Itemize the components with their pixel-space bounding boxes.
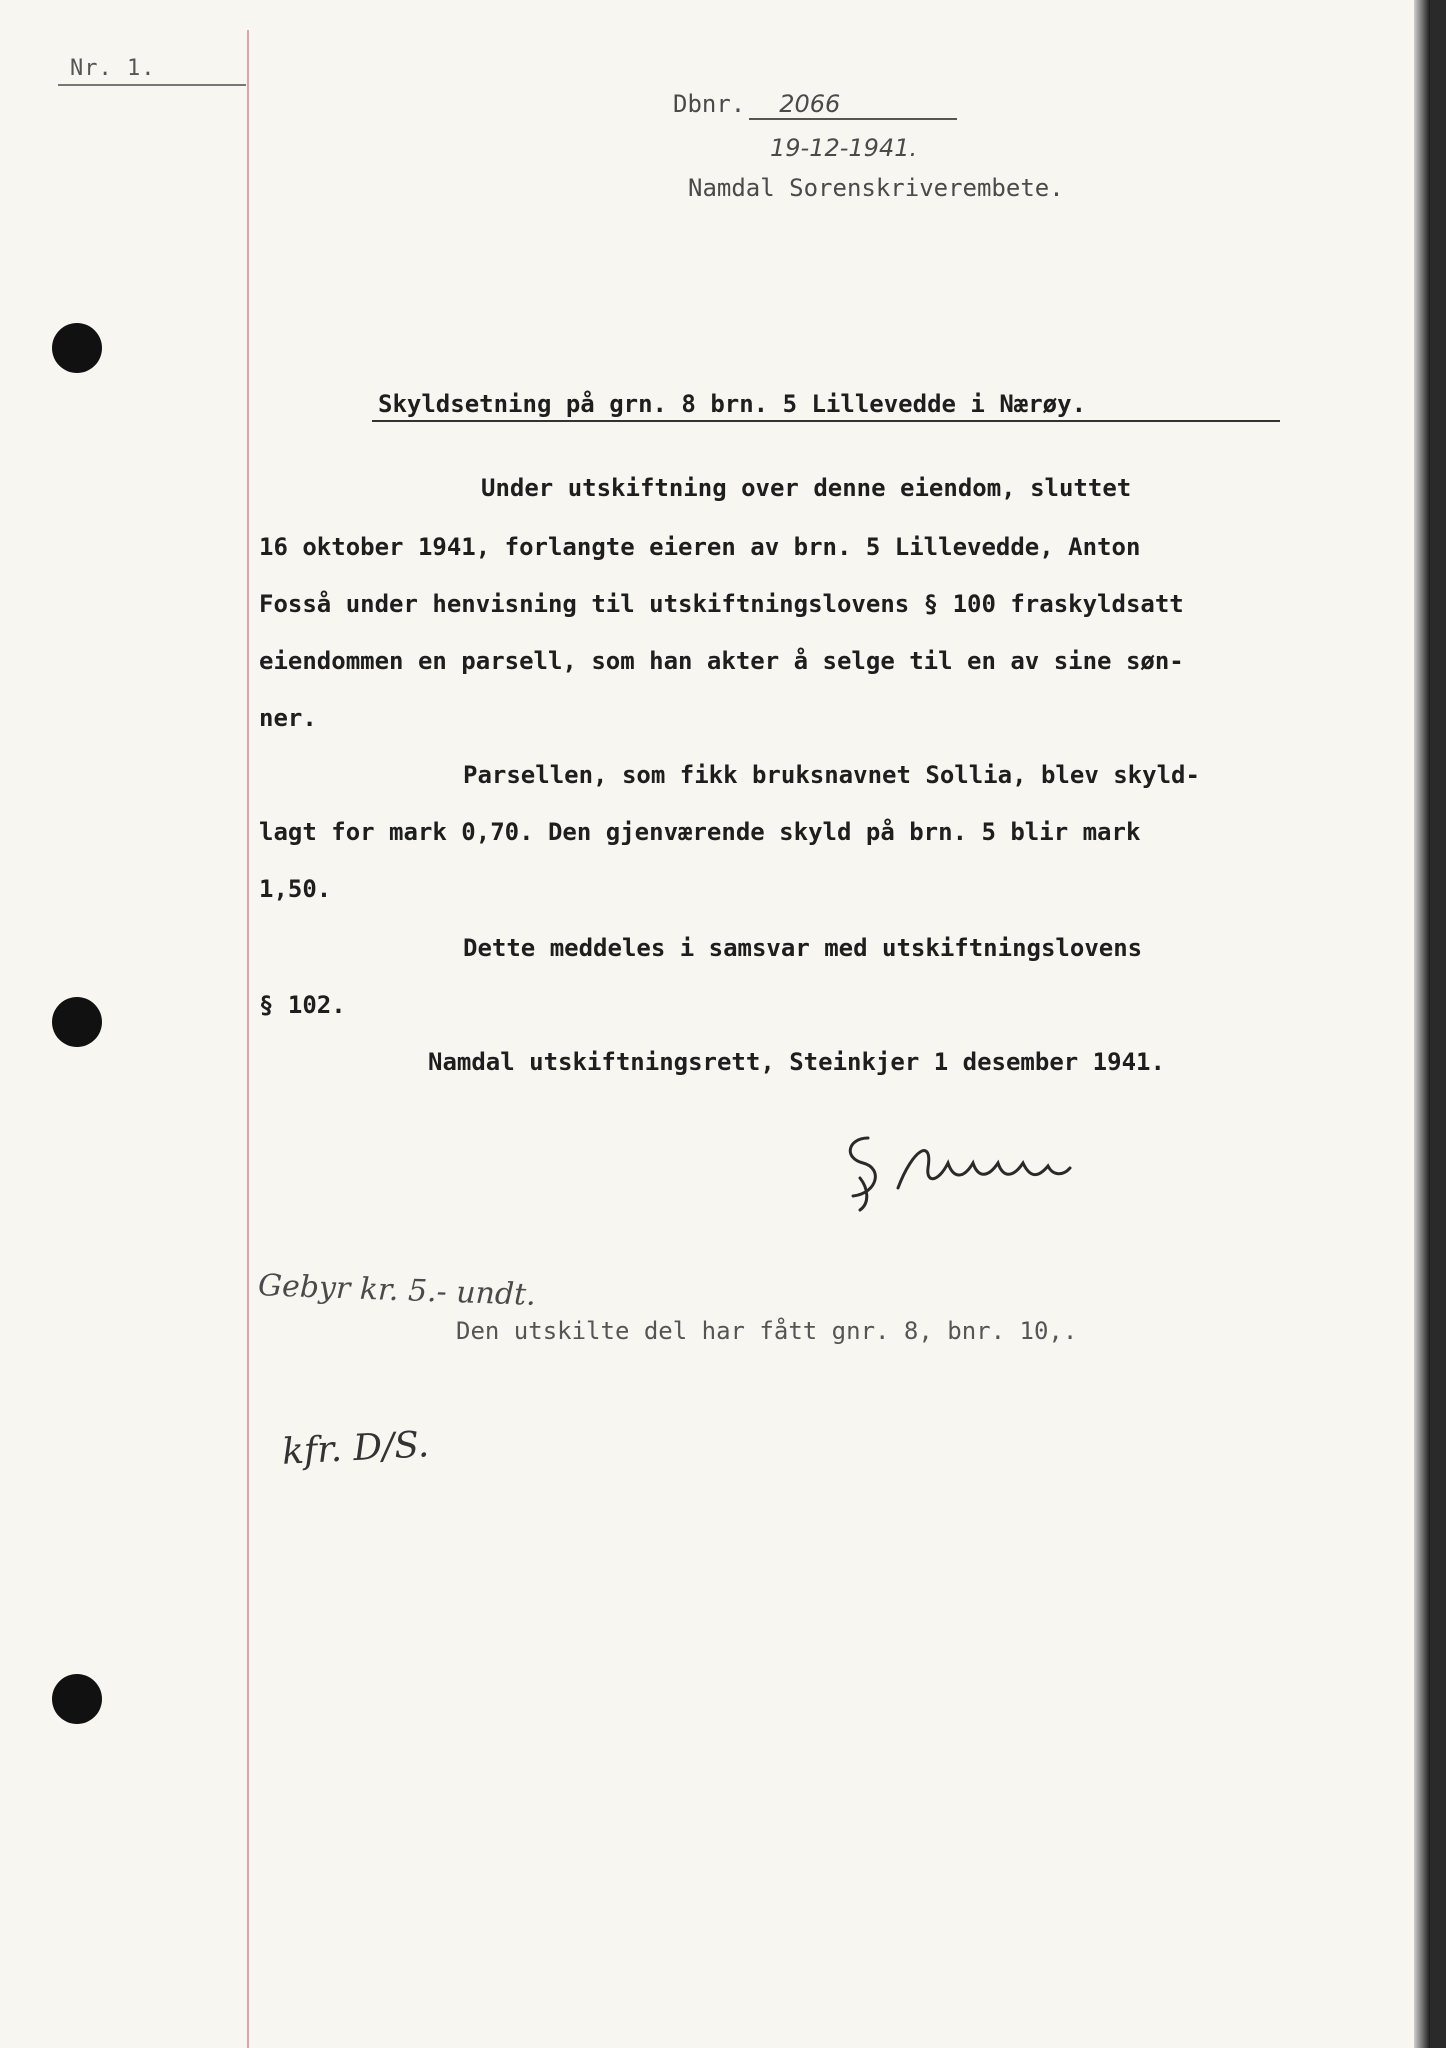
page-number-rule [58,84,246,86]
margin-line [247,30,249,2048]
registration-note: Den utskilte del har fått gnr. 8, bnr. 10,. [456,1317,1078,1345]
document-title: Skyldsetning på grn. 8 brn. 5 Lillevedde i Nærøy. [378,390,1087,418]
body-line: Under utskiftning over denne eiendom, sluttet [481,474,1132,502]
body-line: 1,50. [259,875,332,903]
body-line: Namdal utskiftningsrett, Steinkjer 1 desember 1941. [428,1048,1165,1076]
punch-hole [52,1674,102,1724]
dbnr-value: 2066 [749,90,957,120]
body-line: eiendommen en parsell, som han akter å selge til en av sine søn- [259,647,1184,675]
page-edge [1414,0,1430,2048]
body-line: ner. [259,704,317,732]
punch-hole [52,997,102,1047]
body-line: 16 oktober 1941, forlangte eieren av brn. 5 Lillevedde, Anton [259,533,1141,561]
dbnr-label: Dbnr. [673,90,746,118]
stamp-date: 19-12-1941. [770,134,918,162]
body-line: Fosså under henvisning til utskiftningslovens § 100 fraskyldsatt [259,590,1184,618]
stamp-office: Namdal Sorenskriverembete. [688,174,1064,202]
signature [838,1118,1108,1218]
fee-note: Gebyr kr. 5.- undt. [257,1268,537,1313]
initials: kfr. D/S. [281,1424,431,1473]
body-line: lagt for mark 0,70. Den gjenværende skyld på brn. 5 blir mark [259,818,1141,846]
dbnr-stamp [673,90,957,120]
body-line: Dette meddeles i samsvar med utskiftningslovens [463,934,1143,962]
body-line: § 102. [259,991,346,1019]
page-number-label: Nr. 1. [70,56,156,81]
body-line: Parsellen, som fikk bruksnavnet Sollia, blev skyld- [463,761,1200,789]
title-underline [372,420,1280,422]
punch-hole [52,323,102,373]
